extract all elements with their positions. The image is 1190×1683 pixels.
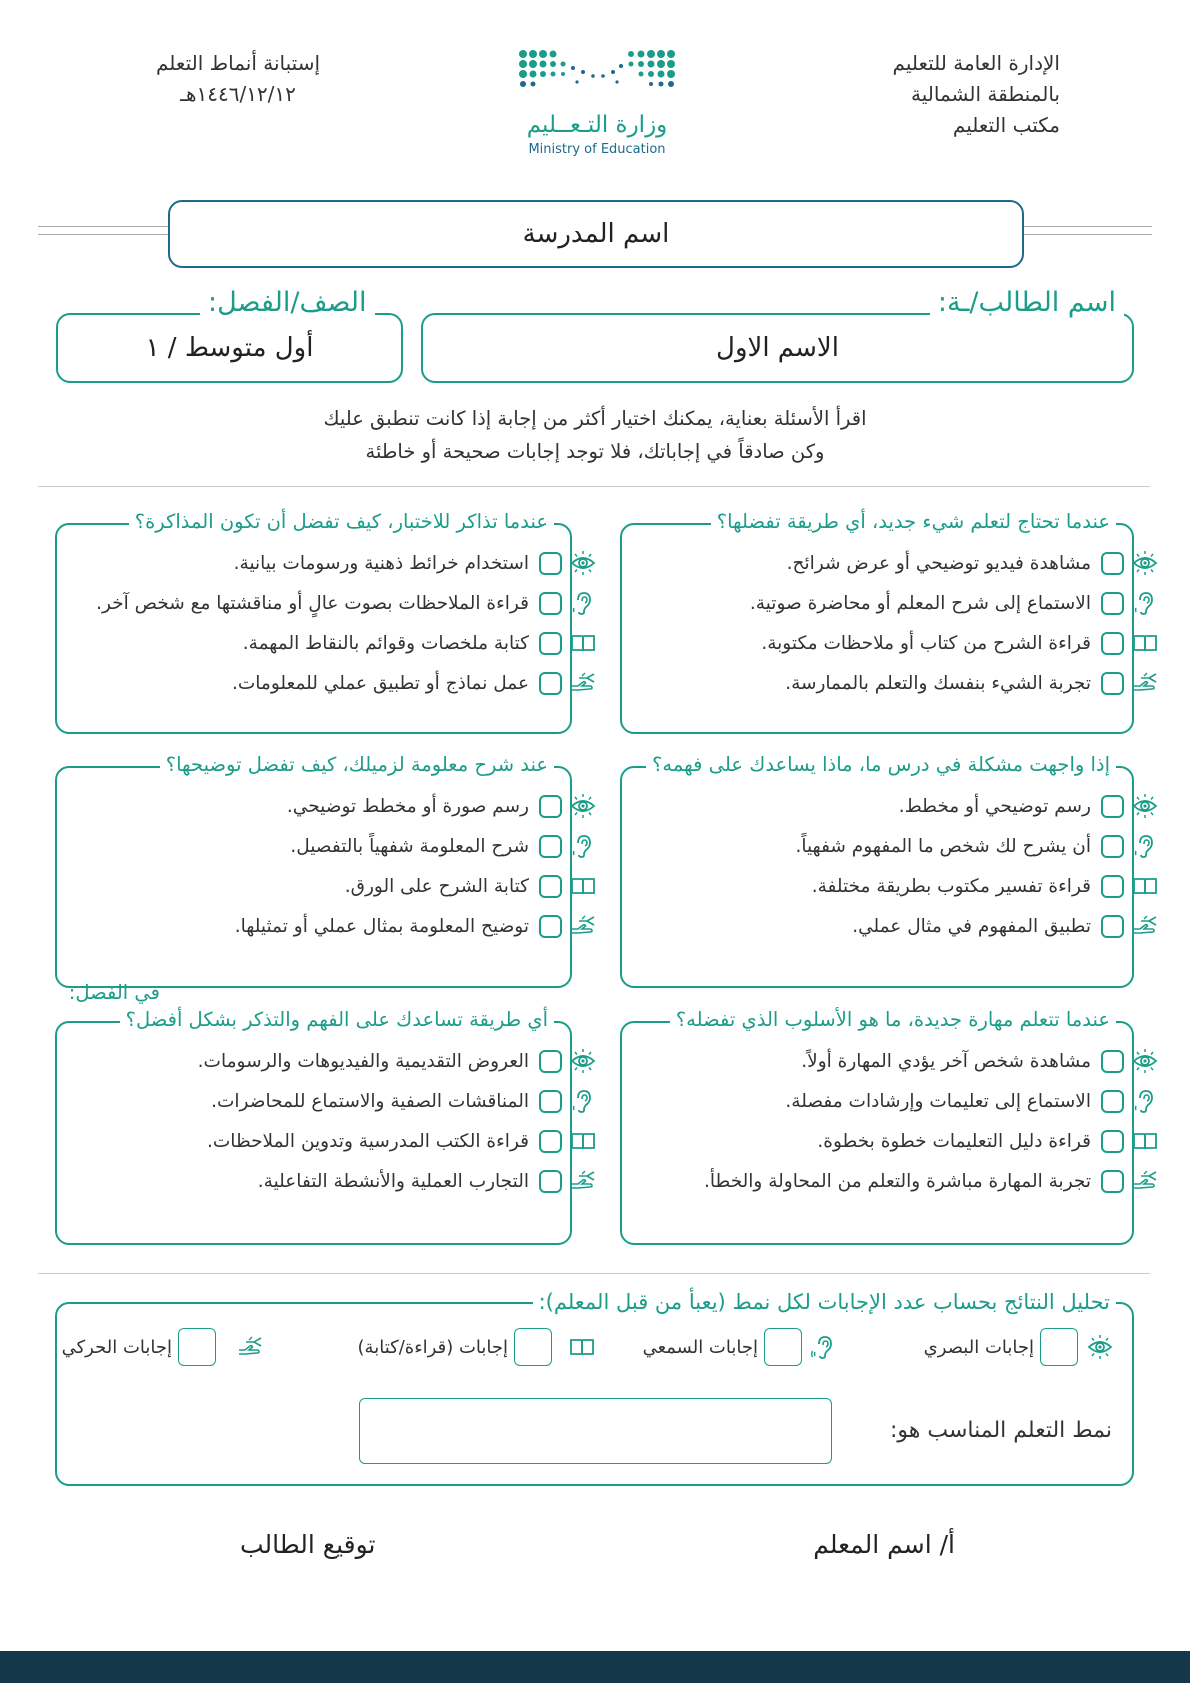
auditory-label: إجابات السمعي <box>642 1336 758 1358</box>
option-label: قراءة الشرح من كتاب أو ملاحظات مكتوبة. <box>761 632 1091 654</box>
instruction-line-2: وكن صادقاً في إجاباتك، فلا توجد إجابات صحيحة أو خاطئة <box>365 440 825 463</box>
ear-icon <box>1132 833 1158 859</box>
survey-title: إستبانة أنماط التعلم <box>155 51 321 75</box>
logo-arabic-text: وزارة التـعــليم <box>526 112 668 138</box>
book-icon <box>568 1333 596 1361</box>
option-row[interactable] <box>211 1081 596 1121</box>
results-title: تحليل النتائج بحساب عدد الإجابات لكل نمط (يعبأ من قبل المعلم): <box>533 1288 1116 1316</box>
eye-icon <box>1086 1333 1114 1361</box>
option-checkbox[interactable] <box>1101 1090 1124 1113</box>
reading-result <box>358 1328 596 1366</box>
option-label: استخدام خرائط ذهنية ورسومات بيانية. <box>233 552 529 574</box>
option-checkbox[interactable] <box>539 835 562 858</box>
option-checkbox[interactable] <box>1101 592 1124 615</box>
ear-icon <box>570 1088 596 1114</box>
option-checkbox[interactable] <box>1101 875 1124 898</box>
question-title: عند شرح معلومة لزميلك، كيف تفضل توضيحها؟ <box>160 752 554 778</box>
option-row[interactable] <box>207 1121 596 1161</box>
ear-icon <box>1132 590 1158 616</box>
option-row[interactable] <box>243 623 596 663</box>
kinesthetic-result <box>62 1328 264 1366</box>
header-office <box>800 48 1060 141</box>
auditory-result <box>643 1328 838 1366</box>
option-label: مشاهدة فيديو توضيحي أو عرض شرائح. <box>786 552 1091 574</box>
results-divider <box>38 1273 1150 1274</box>
option-checkbox[interactable] <box>1101 552 1124 575</box>
section-divider <box>38 486 1150 487</box>
option-label: أن يشرح لك شخص ما المفهوم شفهياً. <box>795 835 1091 857</box>
option-label: التجارب العملية والأنشطة التفاعلية. <box>257 1170 529 1192</box>
option-label: توضيح المعلومة بمثال عملي أو تمثيلها. <box>234 915 529 937</box>
option-row[interactable] <box>795 826 1158 866</box>
option-label: رسم توضيحي أو مخطط. <box>898 795 1091 817</box>
option-row[interactable] <box>812 866 1158 906</box>
eye-icon <box>570 793 596 819</box>
header-survey <box>118 48 358 110</box>
option-label: تجربة الشيء بنفسك والتعلم بالممارسة. <box>785 672 1091 694</box>
option-checkbox[interactable] <box>539 1130 562 1153</box>
visual-count-box[interactable] <box>1040 1328 1078 1366</box>
auditory-count-box[interactable] <box>764 1328 802 1366</box>
option-label: الاستماع إلى تعليمات وإرشادات مفصلة. <box>785 1090 1091 1112</box>
hands-icon <box>570 913 596 939</box>
option-row[interactable] <box>287 786 596 826</box>
option-row[interactable] <box>290 826 596 866</box>
option-checkbox[interactable] <box>1101 795 1124 818</box>
style-label: نمط التعلم المناسب هو: <box>890 1418 1112 1443</box>
visual-label: إجابات البصري <box>923 1336 1034 1358</box>
option-label: قراءة تفسير مكتوب بطريقة مختلفة. <box>811 875 1091 897</box>
question-title: أي طريقة تساعدك على الفهم والتذكر بشكل أفضل؟ <box>120 1007 554 1033</box>
hands-icon <box>236 1333 264 1361</box>
option-row[interactable] <box>235 906 596 946</box>
option-checkbox[interactable] <box>1101 1170 1124 1193</box>
logo-dots-icon <box>517 48 677 100</box>
option-row[interactable] <box>750 583 1158 623</box>
option-checkbox[interactable] <box>539 915 562 938</box>
eye-icon <box>1132 793 1158 819</box>
eye-icon <box>570 1048 596 1074</box>
book-icon <box>570 873 596 899</box>
option-checkbox[interactable] <box>539 1090 562 1113</box>
footer-bar <box>0 1651 1190 1683</box>
survey-date: ١٤٤٦/١٢/١٢هـ <box>180 82 296 106</box>
option-checkbox[interactable] <box>1101 915 1124 938</box>
option-label: تجربة المهارة مباشرة والتعلم من المحاولة والخطأ. <box>704 1170 1091 1192</box>
style-result-field[interactable] <box>359 1398 832 1464</box>
option-row[interactable] <box>801 1041 1158 1081</box>
hands-icon <box>1132 913 1158 939</box>
option-checkbox[interactable] <box>539 552 562 575</box>
eye-icon <box>1132 550 1158 576</box>
option-row[interactable] <box>345 866 596 906</box>
student-name-label: اسم الطالب/ـة: <box>930 286 1124 320</box>
option-row[interactable] <box>198 1041 596 1081</box>
header-line-1: الإدارة العامة للتعليم <box>892 51 1060 75</box>
ear-icon <box>1132 1088 1158 1114</box>
option-label: شرح المعلومة شفهياً بالتفصيل. <box>290 835 529 857</box>
hands-icon <box>570 1168 596 1194</box>
eye-icon <box>570 550 596 576</box>
option-row[interactable] <box>817 1121 1158 1161</box>
option-checkbox[interactable] <box>539 1170 562 1193</box>
student-name-field[interactable]: الاسم الاول <box>421 313 1134 383</box>
option-checkbox[interactable] <box>539 592 562 615</box>
eye-icon <box>1132 1048 1158 1074</box>
option-label: عمل نماذج أو تطبيق عملي للمعلومات. <box>232 672 529 694</box>
option-label: قراءة الملاحظات بصوت عالٍ أو مناقشتها مع شخص آخر. <box>96 592 529 614</box>
visual-result <box>924 1328 1114 1366</box>
option-checkbox[interactable] <box>539 875 562 898</box>
ear-icon <box>570 833 596 859</box>
option-label: الاستماع إلى شرح المعلم أو محاضرة صوتية. <box>749 592 1091 614</box>
class-label: الصف/الفصل: <box>200 286 375 320</box>
option-checkbox[interactable] <box>539 1050 562 1073</box>
hands-icon <box>570 670 596 696</box>
option-checkbox[interactable] <box>539 632 562 655</box>
option-label: كتابة الشرح على الورق. <box>344 875 529 897</box>
instructions <box>150 402 1040 468</box>
kinesthetic-count-box[interactable] <box>178 1328 216 1366</box>
instruction-line-1: اقرأ الأسئلة بعناية، يمكنك اختيار أكثر من إجابة إذا كانت تنطبق عليك <box>323 407 867 430</box>
option-checkbox[interactable] <box>1101 835 1124 858</box>
ear-icon <box>810 1333 838 1361</box>
class-field[interactable]: أول متوسط / ١ <box>56 313 403 383</box>
option-label: مشاهدة شخص آخر يؤدي المهارة أولاً. <box>801 1050 1091 1072</box>
reading-label: إجابات (قراءة/كتابة) <box>357 1336 508 1358</box>
option-row[interactable] <box>704 1161 1158 1201</box>
book-icon <box>1132 1128 1158 1154</box>
divider-right <box>1022 226 1152 235</box>
option-row[interactable] <box>96 583 596 623</box>
option-row[interactable] <box>899 786 1158 826</box>
option-label: كتابة ملخصات وقوائم بالنقاط المهمة. <box>242 632 529 654</box>
question-title: إذا واجهت مشكلة في درس ما، ماذا يساعدك على فهمه؟ <box>646 752 1116 778</box>
divider-left <box>38 226 170 235</box>
option-row[interactable] <box>785 1081 1158 1121</box>
teacher-name: أ/ اسم المعلم <box>813 1530 955 1559</box>
option-row[interactable] <box>232 663 596 703</box>
header-line-3: مكتب التعليم <box>952 113 1060 137</box>
header-line-2: بالمنطقة الشمالية <box>911 82 1060 106</box>
logo-english-text: Ministry of Education <box>528 142 666 157</box>
option-checkbox[interactable] <box>1101 672 1124 695</box>
book-icon <box>1132 873 1158 899</box>
option-row[interactable] <box>761 623 1158 663</box>
question-title: عندما تذاكر للاختبار، كيف تفضل أن تكون المذاكرة؟ <box>129 509 554 535</box>
option-row[interactable] <box>787 543 1158 583</box>
option-checkbox[interactable] <box>1101 1050 1124 1073</box>
question-title: عندما تتعلم مهارة جديدة، ما هو الأسلوب الذي تفضله؟ <box>670 1007 1116 1033</box>
kinesthetic-label: إجابات الحركي <box>61 1336 172 1358</box>
option-checkbox[interactable] <box>539 795 562 818</box>
student-signature: توقيع الطالب <box>240 1530 376 1559</box>
question-title-prefix: في الفصل: <box>68 981 160 1004</box>
reading-count-box[interactable] <box>514 1328 552 1366</box>
option-row[interactable] <box>852 906 1158 946</box>
option-label: قراءة الكتب المدرسية وتدوين الملاحظات. <box>207 1130 529 1152</box>
ear-icon <box>570 590 596 616</box>
option-label: قراءة دليل التعليمات خطوة بخطوة. <box>817 1130 1091 1152</box>
option-row[interactable] <box>234 543 596 583</box>
hands-icon <box>1132 1168 1158 1194</box>
option-label: العروض التقديمية والفيديوهات والرسومات. <box>197 1050 529 1072</box>
school-name-field[interactable]: اسم المدرسة <box>168 200 1024 268</box>
ministry-logo <box>512 48 682 157</box>
book-icon <box>570 630 596 656</box>
option-label: رسم صورة أو مخطط توضيحي. <box>286 795 529 817</box>
book-icon <box>570 1128 596 1154</box>
option-checkbox[interactable] <box>1101 1130 1124 1153</box>
option-row[interactable] <box>785 663 1158 703</box>
book-icon <box>1132 630 1158 656</box>
option-checkbox[interactable] <box>1101 632 1124 655</box>
question-title: عندما تحتاج لتعلم شيء جديد، أي طريقة تفضلها؟ <box>711 509 1116 535</box>
hands-icon <box>1132 670 1158 696</box>
option-label: المناقشات الصفية والاستماع للمحاضرات. <box>211 1090 529 1112</box>
option-checkbox[interactable] <box>539 672 562 695</box>
option-row[interactable] <box>258 1161 596 1201</box>
option-label: تطبيق المفهوم في مثال عملي. <box>852 915 1091 937</box>
